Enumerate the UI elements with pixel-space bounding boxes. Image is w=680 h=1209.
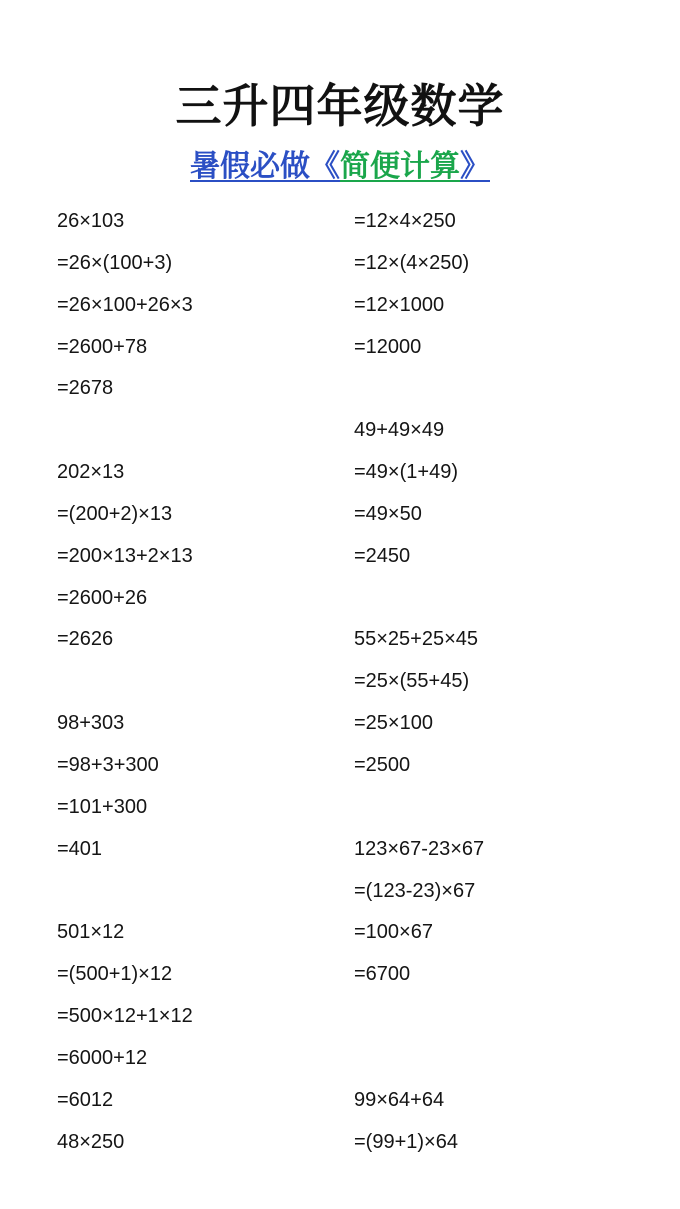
blank-line <box>354 372 484 414</box>
blank-line <box>57 875 193 917</box>
calc-line: =500×12+1×12 <box>57 1005 193 1028</box>
calc-line: 99×64+64 <box>354 1088 445 1111</box>
calc-line: 501×12 <box>57 921 125 944</box>
calc-line: 26×103 <box>57 210 125 232</box>
calc-line: =(99+1)×64 <box>354 1130 458 1153</box>
calc-line: =26×100+26×3 <box>57 293 193 316</box>
page-title: 三升四年级数学 <box>175 79 505 133</box>
calc-line: =12×4×250 <box>354 210 456 232</box>
calc-line: =12×(4×250) <box>354 251 470 274</box>
calc-line: =2678 <box>57 377 114 400</box>
blank-line <box>354 1000 484 1042</box>
subtitle-topic: 简便计算 <box>340 149 460 184</box>
calc-line: =2450 <box>354 544 411 567</box>
calc-line: =6700 <box>354 963 411 986</box>
page-subtitle <box>0 146 680 188</box>
subtitle-prefix: 暑假必做《 <box>190 149 340 184</box>
calc-line: =25×(55+45) <box>354 670 470 693</box>
calc-line: =(500+1)×12 <box>57 963 173 986</box>
left-column <box>57 205 193 1167</box>
calc-line: =12×1000 <box>354 293 445 316</box>
calc-line: =(200+2)×13 <box>57 502 173 525</box>
calc-line: =100×67 <box>354 921 433 944</box>
blank-line <box>354 791 484 833</box>
calc-line: =12000 <box>354 335 422 358</box>
calc-line: =2600+78 <box>57 335 148 358</box>
calc-line: =25×100 <box>354 712 433 735</box>
calc-line: 48×250 <box>57 1130 125 1153</box>
subtitle-suffix: 》 <box>460 149 490 184</box>
calc-line: =200×13+2×13 <box>57 544 193 567</box>
calc-line: =49×(1+49) <box>354 461 458 484</box>
calc-line: 98+303 <box>57 712 125 735</box>
calc-line: =98+3+300 <box>57 753 159 776</box>
calc-line: 49+49×49 <box>354 419 445 442</box>
calc-line: 123×67-23×67 <box>354 837 485 860</box>
calc-line: =6012 <box>57 1088 114 1111</box>
right-column <box>354 205 484 1167</box>
calc-line: =6000+12 <box>57 1046 148 1069</box>
calc-line: =2600+26 <box>57 586 148 609</box>
blank-line <box>57 665 193 707</box>
blank-line <box>57 414 193 456</box>
calc-line: =101+300 <box>57 795 148 818</box>
calc-line: =(123-23)×67 <box>354 879 476 902</box>
calc-line: =2626 <box>57 628 114 651</box>
calc-line: =26×(100+3) <box>57 251 173 274</box>
calc-line: =2500 <box>354 753 411 776</box>
blank-line <box>354 1042 484 1084</box>
calc-line: 55×25+25×45 <box>354 628 479 651</box>
calc-line: 202×13 <box>57 461 125 484</box>
blank-line <box>354 582 484 624</box>
calc-line: =401 <box>57 837 103 860</box>
calc-line: =49×50 <box>354 502 422 525</box>
